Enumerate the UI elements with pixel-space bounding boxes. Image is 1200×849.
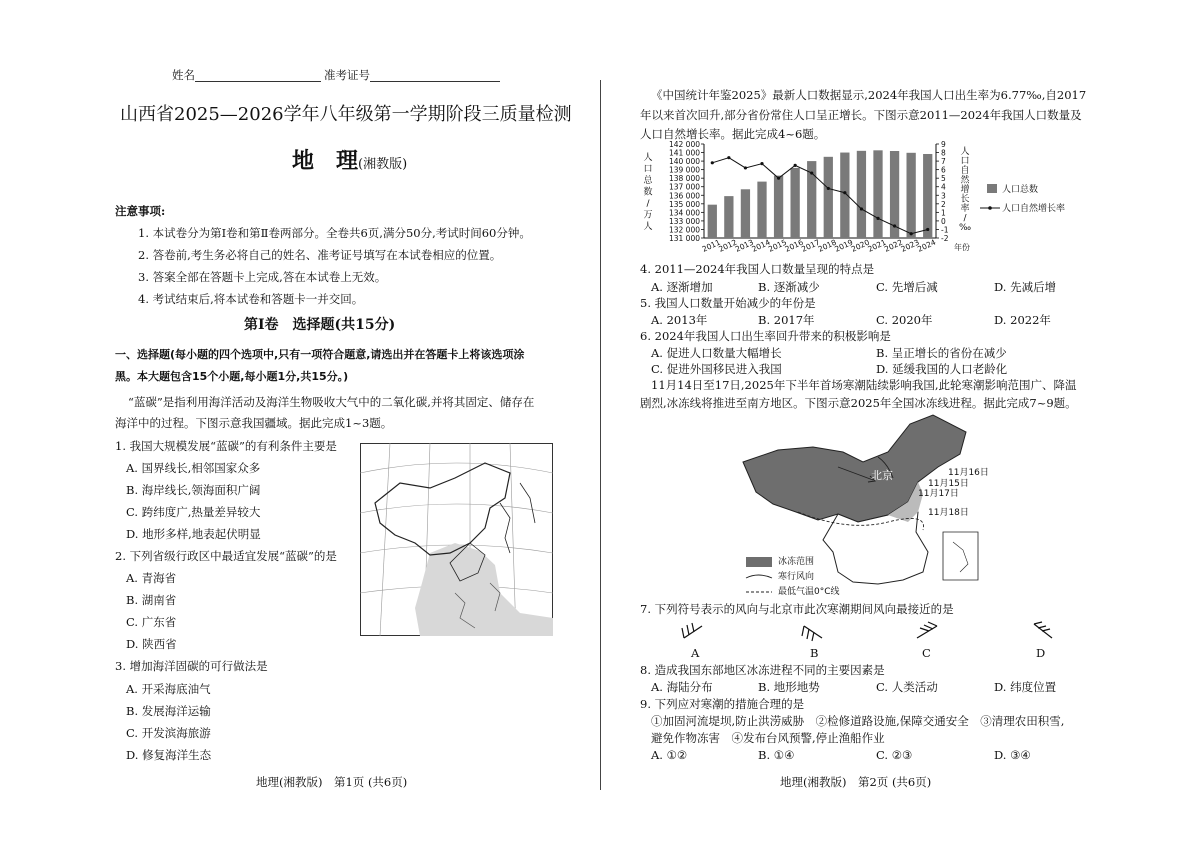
- instructions: 黑。本大题包含15个小题,每小题1分,共15分。): [115, 370, 349, 383]
- instructions: 一、选择题(每小题的四个选项中,只有一项符合题意,请选出并在答题卡上将该选项涂: [115, 348, 525, 361]
- y-axis-title-left: 口: [643, 164, 653, 175]
- passage: 海洋中的过程。下图示意我国疆域。据此完成1~3题。: [115, 416, 393, 430]
- y-tick-label-right: 1: [941, 208, 946, 218]
- option: D. 修复海洋生态: [126, 748, 212, 762]
- y-axis-title-right: /: [963, 213, 967, 224]
- option: D. 地形多样,地表起伏明显: [126, 527, 261, 541]
- bar: [757, 182, 766, 238]
- population-chart: [640, 140, 1090, 260]
- line-point: [860, 207, 863, 210]
- y-tick-label-right: 9: [941, 140, 946, 149]
- x-tick-label: 2017: [800, 237, 822, 254]
- option: B. 2017年: [758, 313, 815, 327]
- notes-title: 注意事项:: [115, 204, 166, 218]
- x-tick-label: 2024: [916, 237, 938, 254]
- map-legend-item: 最低气温0°C线: [778, 587, 840, 597]
- option: C. 促进外国移民进入我国: [651, 362, 782, 376]
- x-axis-label: 年份: [954, 243, 970, 252]
- line-point: [827, 187, 830, 190]
- option: A: [691, 646, 700, 660]
- legend-label: 人口总数: [1002, 185, 1039, 195]
- y-tick-label-right: 5: [941, 174, 946, 184]
- line-point: [711, 161, 714, 164]
- legend-swatch-bar: [987, 184, 997, 193]
- x-tick-label: 2015: [766, 237, 789, 254]
- option: A. ①②: [651, 748, 688, 762]
- line-point: [810, 171, 813, 174]
- name-label: 姓名: [172, 68, 321, 82]
- wind-symbol-d-icon: [1030, 620, 1056, 642]
- option: C. 人类活动: [876, 680, 938, 694]
- option: B. 湖南省: [126, 593, 177, 607]
- y-axis-title-right: 长: [960, 194, 970, 205]
- wind-symbol-c-icon: [915, 620, 941, 642]
- question-6: 6. 2024年我国人口出生率回升带来的积极影响是: [640, 329, 891, 343]
- question-5: 5. 我国人口数量开始减少的年份是: [640, 296, 816, 310]
- option: C. 2020年: [876, 313, 933, 327]
- y-tick-label-left: 141 000: [668, 148, 700, 158]
- statement: 避免作物冻害 ④发布台风预警,停止渔船作业: [651, 731, 885, 745]
- question-7: 7. 下列符号表示的风向与北京市此次寒潮期间风向最接近的是: [640, 602, 954, 616]
- y-axis-title-right: 增: [960, 185, 970, 195]
- y-axis-title-left: 总: [643, 176, 653, 186]
- y-tick-label-left: 140 000: [668, 157, 700, 167]
- line-point: [727, 156, 730, 159]
- y-tick-label-right: 6: [941, 165, 946, 175]
- option: B. 海岸线长,领海面积广阔: [126, 483, 261, 497]
- question-2: 2. 下列省级行政区中最适宜发展“蓝碳”的是: [115, 549, 337, 563]
- note-item: 3. 答案全部在答题卡上完成,答在本试卷上无效。: [138, 270, 387, 284]
- y-tick-label-left: 136 000: [668, 191, 700, 201]
- x-tick-label: 2022: [882, 237, 905, 254]
- question-4: 4. 2011—2024年我国人口数量呈现的特点是: [640, 262, 875, 276]
- option: A. 海陆分布: [651, 680, 713, 694]
- option: B. ①④: [758, 748, 795, 762]
- x-tick-label: 2018: [816, 237, 838, 254]
- bar: [824, 157, 833, 238]
- y-tick-label-right: 0: [941, 216, 946, 226]
- intro-text: 年以来首次回升,部分省份常住人口呈正增长。下图示意2011—2024年我国人口数量及: [640, 108, 1082, 122]
- option: B. 地形地势: [758, 680, 820, 694]
- y-tick-label-right: -1: [941, 225, 949, 235]
- page-footer: 地理(湘教版) 第1页 (共6页): [256, 775, 408, 789]
- map-legend-item: 寒行风向: [778, 572, 815, 582]
- option: B. 逐渐减少: [758, 280, 820, 294]
- y-tick-label-left: 131 000: [668, 234, 700, 243]
- question-8: 8. 造成我国东部地区冰冻进程不同的主要因素是: [640, 663, 885, 677]
- line-point: [843, 191, 846, 194]
- y-axis-title-left: 人: [643, 222, 653, 232]
- y-tick-label-left: 138 000: [668, 174, 700, 184]
- intro-text: 人口自然增长率。据此完成4~6题。: [640, 127, 826, 141]
- statement: ①加固河流堤坝,防止洪涝威胁 ②检修道路设施,保障交通安全 ③清理农田积雪,: [651, 714, 1065, 728]
- option: A. 促进人口数量大幅增长: [651, 346, 782, 360]
- line-point: [760, 162, 763, 165]
- legend-swatch-point: [988, 206, 992, 210]
- exam-title: 山西省2025—2026学年八年级第一学期阶段三质量检测: [120, 104, 572, 125]
- passage-2: 11月14日至17日,2025年下半年首场寒潮陆续影响我国,此轮寒潮影响范围广、降温: [651, 378, 1077, 392]
- option: A. 2013年: [651, 313, 708, 327]
- option: B. 发展海洋运输: [126, 704, 211, 718]
- option: A. 逐渐增加: [651, 280, 713, 294]
- line-point: [744, 166, 747, 169]
- option: D: [1036, 646, 1046, 660]
- question-9: 9. 下列应对寒潮的措施合理的是: [640, 697, 805, 711]
- y-axis-title-right: 自: [960, 166, 970, 176]
- intro-text: 《中国统计年鉴2025》最新人口数据显示,2024年我国人口出生率为6.77‰,自2017: [651, 88, 1087, 102]
- option: D. ③④: [994, 748, 1031, 762]
- y-axis-title-right: ‰: [958, 223, 972, 233]
- map-date-label: 11月18日: [928, 508, 969, 518]
- x-tick-label: 2023: [899, 237, 921, 254]
- option: A. 开采海底油气: [126, 682, 211, 696]
- bar: [724, 196, 733, 238]
- x-tick-label: 2013: [733, 237, 755, 254]
- option: A. 国界线长,相邻国家众多: [126, 461, 261, 475]
- line-point: [926, 228, 929, 231]
- map-date-label: 11月16日: [948, 468, 989, 478]
- x-tick-label: 2014: [750, 237, 772, 254]
- option: B: [810, 646, 819, 660]
- x-tick-label: 2011: [700, 237, 722, 254]
- bar: [791, 168, 800, 238]
- option: A. 青海省: [126, 571, 177, 585]
- exam-id-label: 准考证号: [324, 68, 500, 82]
- line-point: [910, 232, 913, 235]
- bar: [857, 151, 866, 238]
- option: C. 先增后减: [876, 280, 938, 294]
- option: C. 开发滨海旅游: [126, 726, 211, 740]
- note-item: 1. 本试卷分为第Ⅰ卷和第Ⅱ卷两部分。全卷共6页,满分50分,考试时间60分钟。: [138, 226, 531, 240]
- option: D. 延缓我国的人口老龄化: [876, 362, 1008, 376]
- y-tick-label-left: 137 000: [668, 182, 700, 192]
- page-divider: [600, 80, 601, 790]
- line-point: [794, 164, 797, 167]
- line-point: [876, 217, 879, 220]
- y-tick-label-left: 134 000: [668, 208, 700, 218]
- line-point: [893, 224, 896, 227]
- y-tick-label-left: 132 000: [668, 225, 700, 235]
- bar: [774, 176, 783, 238]
- y-axis-title-left: 万: [643, 210, 653, 221]
- y-tick-label-right: 3: [941, 191, 946, 201]
- bar: [873, 150, 882, 238]
- x-tick-label: 2021: [866, 237, 888, 254]
- y-tick-label-left: 133 000: [668, 216, 700, 226]
- x-tick-label: 2012: [717, 237, 739, 254]
- y-tick-label-right: 2: [941, 199, 946, 209]
- note-item: 2. 答卷前,考生务必将自己的姓名、准考证号填写在本试卷相应的位置。: [138, 248, 502, 262]
- y-tick-label-right: 8: [941, 148, 946, 158]
- china-territory-map: [360, 443, 553, 636]
- passage: “蓝碳”是指利用海洋活动及海洋生物吸收大气中的二氧化碳,并将其固定、储存在: [128, 395, 535, 409]
- y-axis-title-left: 人: [643, 153, 653, 163]
- y-axis-title-left: /: [646, 199, 650, 209]
- bar: [923, 154, 932, 238]
- note-item: 4. 考试结束后,将本试卷和答题卡一并交回。: [138, 292, 364, 306]
- bar: [708, 205, 717, 238]
- option: D. 先减后增: [994, 280, 1057, 294]
- question-3: 3. 增加海洋固碳的可行做法是: [115, 659, 268, 673]
- x-tick-label: 2016: [783, 237, 805, 254]
- x-tick-label: 2020: [849, 237, 871, 254]
- y-tick-label-right: -2: [941, 234, 949, 243]
- y-axis-title-right: 然: [960, 175, 970, 186]
- legend-label: 人口自然增长率: [1002, 204, 1066, 214]
- y-tick-label-right: 7: [941, 157, 946, 167]
- map-city-label: 北京: [871, 469, 893, 482]
- map-date-label: 11月17日: [918, 489, 959, 499]
- y-axis-title-right: 口: [960, 156, 970, 167]
- option: C. 跨纬度广,热量差异较大: [126, 505, 261, 519]
- option: D. 2022年: [994, 313, 1051, 327]
- y-axis-title-right: 人: [960, 147, 970, 157]
- y-axis-title-left: 数: [643, 187, 653, 198]
- y-tick-label-left: 139 000: [668, 165, 700, 175]
- subject-title: 地 理(湘教版): [292, 148, 408, 174]
- bar: [741, 189, 750, 238]
- y-tick-label-left: 135 000: [668, 199, 700, 209]
- question-1: 1. 我国大规模发展“蓝碳”的有利条件主要是: [115, 439, 337, 453]
- bar: [907, 153, 916, 238]
- cold-wave-map: [738, 412, 988, 598]
- y-tick-label-left: 142 000: [668, 140, 700, 149]
- passage-2: 剧烈,冰冻线将推进至南方地区。下图示意2025年全国冰冻线进程。据此完成7~9题。: [640, 396, 1077, 410]
- x-tick-label: 2019: [833, 237, 855, 254]
- map-legend-item: 冰冻范围: [778, 557, 815, 567]
- option: D. 陕西省: [126, 637, 177, 651]
- wind-symbol-b-icon: [800, 620, 826, 642]
- section-title: 第Ⅰ卷 选择题(共15分): [244, 317, 396, 333]
- option: C: [922, 646, 931, 660]
- map-date-label: 11月15日: [928, 479, 969, 489]
- y-tick-label-right: 4: [941, 182, 946, 192]
- line-point: [777, 177, 780, 180]
- option: C. ②③: [876, 748, 913, 762]
- y-axis-title-right: 率: [960, 204, 970, 214]
- option: D. 纬度位置: [994, 680, 1057, 694]
- option: C. 广东省: [126, 615, 177, 629]
- option: B. 呈正增长的省份在减少: [876, 346, 1007, 360]
- wind-symbol-a-icon: [680, 620, 706, 642]
- page-footer: 地理(湘教版) 第2页 (共6页): [780, 775, 932, 789]
